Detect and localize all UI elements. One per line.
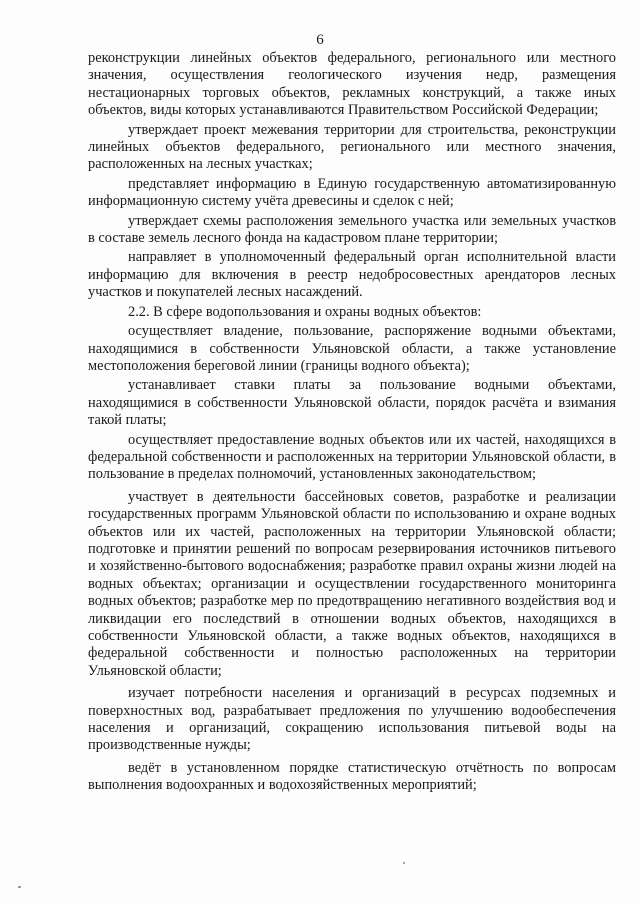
page-number: 6 (316, 32, 324, 48)
paragraph-water-ownership: осуществляет владение, пользование, распоряжение водными объектами, находящимися в собственности Ульяновской области, а также установление местоположения береговой линии (границы водного объекта); (88, 323, 616, 374)
paragraph-unscrupulous-register: направляет в уполномоченный федеральный орган исполнительной власти информацию для включения в реестр недобросовестных арендаторов лесных участков и покупателей лесных насаждений. (88, 249, 616, 301)
section-heading-water-use: 2.2. В сфере водопользования и охраны водных объектов: (128, 303, 482, 320)
paragraph-statistical-reporting: ведёт в установленном порядке статистическую отчётность по вопросам выполнения водоохранных и водохозяйственных мероприятий; (88, 759, 616, 794)
scan-speck (18, 886, 21, 888)
paragraph-land-plot-schemes: утверждает схемы расположения земельного участка или земельных участков в составе земель лесного фонда на кадастровом плане территории; (88, 212, 616, 247)
paragraph-timber-information: представляет информацию в Единую государственную автоматизированную информационную систему учёта древесины и сделок с ней; (88, 175, 616, 210)
paragraph-basin-councils: участвует в деятельности бассейновых советов, разработке и реализации государственных программ Ульяновской области по использованию и охране водных объектов или их частей, расположенных на территории Ульяновской области; подготовке и принятии решений по вопросам резервирования источников питьевого и хозяйственно-бытового водоснабжения; разработке правил охраны жизни людей на водных объектах; организации и осуществлении государственного мониторинга водных объектов; разработке мер по предотвращению негативного воздействия вод и ликвидации его последствий в отношении водных объектов, находящихся в собственности Ульяновской области, а также водных объектов, находящихся в федеральной собственности и полностью расположенных на территории Ульяновской области; (88, 488, 616, 679)
paragraph-survey-project: утверждает проект межевания территории для строительства, реконструкции линейных объектов федерального, регионального или местного значения, расположенных на лесных участках; (88, 121, 616, 173)
paragraph-reconstruction-continuation: реконструкции линейных объектов федерального, регионального или местного значения, осуществления геологического изучения недр, размещения нестационарных торговых объектов, рекламных конструкций, а также иных объектов, виды которых устанавливаются Правительством Российской Федерации; (88, 50, 616, 119)
paragraph-water-needs: изучает потребности населения и организаций в ресурсах подземных и поверхностных вод, разрабатывает предложения по улучшению водообеспечения населения и организаций, сокращению использования питьевой воды на производственные нужды; (88, 685, 616, 754)
paragraph-water-provision: осуществляет предоставление водных объектов или их частей, находящихся в федеральной собственности и расположенных на территории Ульяновской области, в пользование в пределах полномочий, установленных законодательством; (88, 431, 616, 483)
paragraph-water-fees: устанавливает ставки платы за пользование водными объектами, находящимися в собственности Ульяновской области, порядок расчёта и взимания такой платы; (88, 377, 616, 429)
scan-speck (403, 862, 405, 864)
document-body (88, 50, 616, 795)
